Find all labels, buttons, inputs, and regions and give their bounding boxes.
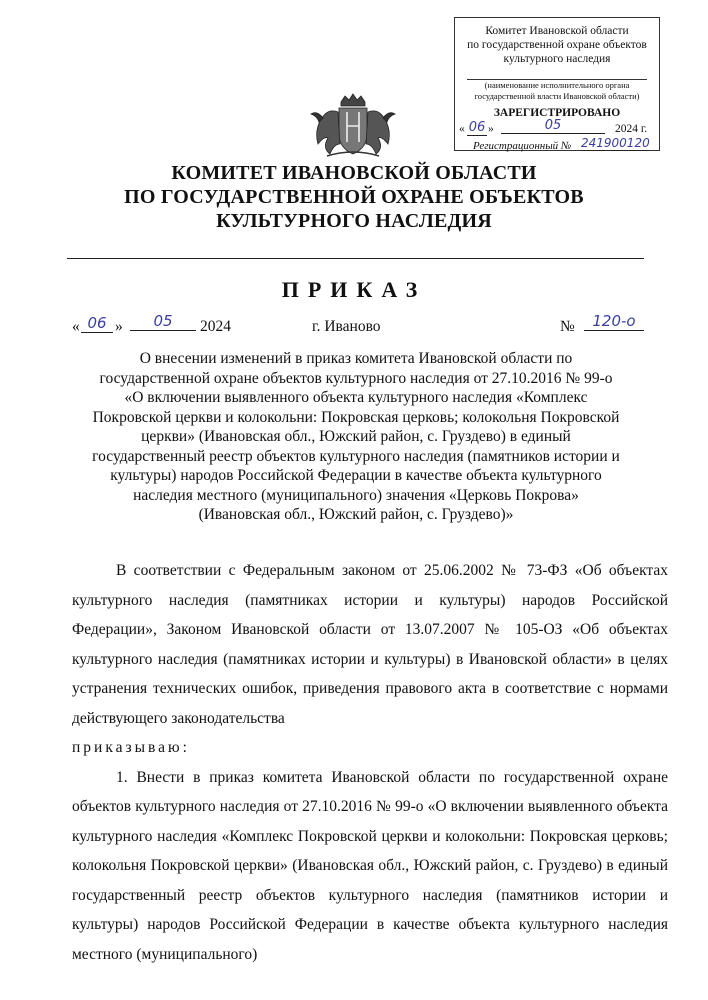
subject-line: государственный реестр объектов культурного наследия (памятников истории и [92, 447, 620, 465]
preamble-paragraph: В соответствии с Федеральным законом от 25.06.2002 № 73-ФЗ «Об объектах культурного наследия (памятниках истории и культуры) народов Российской Федерации», Законом Ивановской области от 13.07.2007 № 105-ОЗ «Об объектах культурного наследия (памятниках истории и культуры) в Ивановской области» в целях устранения технических ошибок, приведения правового акта в соответствие с нормами действующего законодательства [72, 562, 668, 727]
stamp-caption-line: (наименование исполнительного органа [484, 80, 630, 90]
subject-line: культуры) народов Российской Федерации в качестве объекта культурного [110, 467, 602, 484]
stamp-quote-close: » [488, 123, 494, 135]
order-subject [68, 349, 644, 525]
date-quote-open: « [72, 318, 80, 335]
stamp-day-handwritten: 06 [468, 120, 486, 135]
order-number-handwritten: 120-о [584, 312, 644, 331]
document-type-heading: ПРИКАЗ [281, 277, 427, 302]
subject-line: О внесении изменений в приказ комитета Ивановской области по [139, 350, 573, 367]
order-year: 2024 [200, 318, 231, 335]
stamp-caption [455, 80, 659, 102]
order-directive-word: приказываю: [72, 739, 190, 756]
coat-of-arms-emblem [303, 92, 403, 162]
subject-line: Покровской церкви и колокольни: Покровская церковь; колокольня Покровской [92, 408, 620, 426]
stamp-caption-line: государственной власти Ивановской области) [474, 91, 640, 101]
subject-line: (Ивановская обл., Южский район, с. Груздево)» [198, 506, 514, 523]
date-quote-close: » [115, 318, 123, 335]
order-body [72, 556, 668, 969]
order-item-paragraph: 1. Внести в приказ комитета Ивановской области по государственной охране объектов культурного наследия от 27.10.2016 № 99-о «О включении выявленного объекта культурного наследия «Комплекс Покровской церкви и колокольни: Покровская церковь; колокольня Покровской церкви» (Ивановская обл., Южский район, с. Груздево) в единый государственный реестр объектов культурного наследия (памятников истории и культуры) народов Российской Федерации в качестве объекта культурного наследия местного (муниципального) [72, 768, 668, 963]
order-month-handwritten: 05 [130, 312, 196, 331]
stamp-reg-label: Регистрационный № [473, 140, 572, 152]
stamp-quote-open: « [459, 123, 465, 135]
header-rule [67, 258, 644, 259]
registration-stamp [454, 17, 660, 151]
subject-line: церкви» (Ивановская обл., Южский район, с. Груздево) в единый [141, 428, 571, 445]
stamp-organization [455, 24, 659, 66]
order-number-label: № [560, 318, 575, 335]
stamp-registered-label: ЗАРЕГИСТРИРОВАНО [493, 107, 621, 119]
subject-line: «О включении выявленного объекта культурного наследия «Комплекс [124, 389, 588, 406]
subject-line: государственной охране объектов культурного наследия от 27.10.2016 № 99-о [99, 369, 613, 387]
stamp-year: 2024 г. [615, 123, 648, 135]
order-city: г. Иваново [312, 318, 381, 335]
committee-title-line: ПО ГОСУДАРСТВЕННОЙ ОХРАНЕ ОБЪЕКТОВ [124, 186, 584, 208]
order-day-handwritten: 06 [81, 314, 113, 333]
stamp-org-line: культурного наследия [503, 53, 611, 65]
order-date-row [72, 312, 652, 340]
stamp-org-line: по государственной охране объектов [467, 39, 647, 51]
stamp-reg-number-handwritten: 241900120 [581, 136, 650, 150]
committee-title-line: КОМИТЕТ ИВАНОВСКОЙ ОБЛАСТИ [171, 162, 537, 184]
stamp-month-handwritten: 05 [501, 118, 605, 134]
subject-line: наследия местного (муниципального) значения «Церковь Покрова» [133, 486, 579, 504]
stamp-org-line: Комитет Ивановской области [485, 25, 629, 37]
committee-title-line: КУЛЬТУРНОГО НАСЛЕДИЯ [216, 210, 492, 232]
stamp-number-line [455, 136, 661, 158]
